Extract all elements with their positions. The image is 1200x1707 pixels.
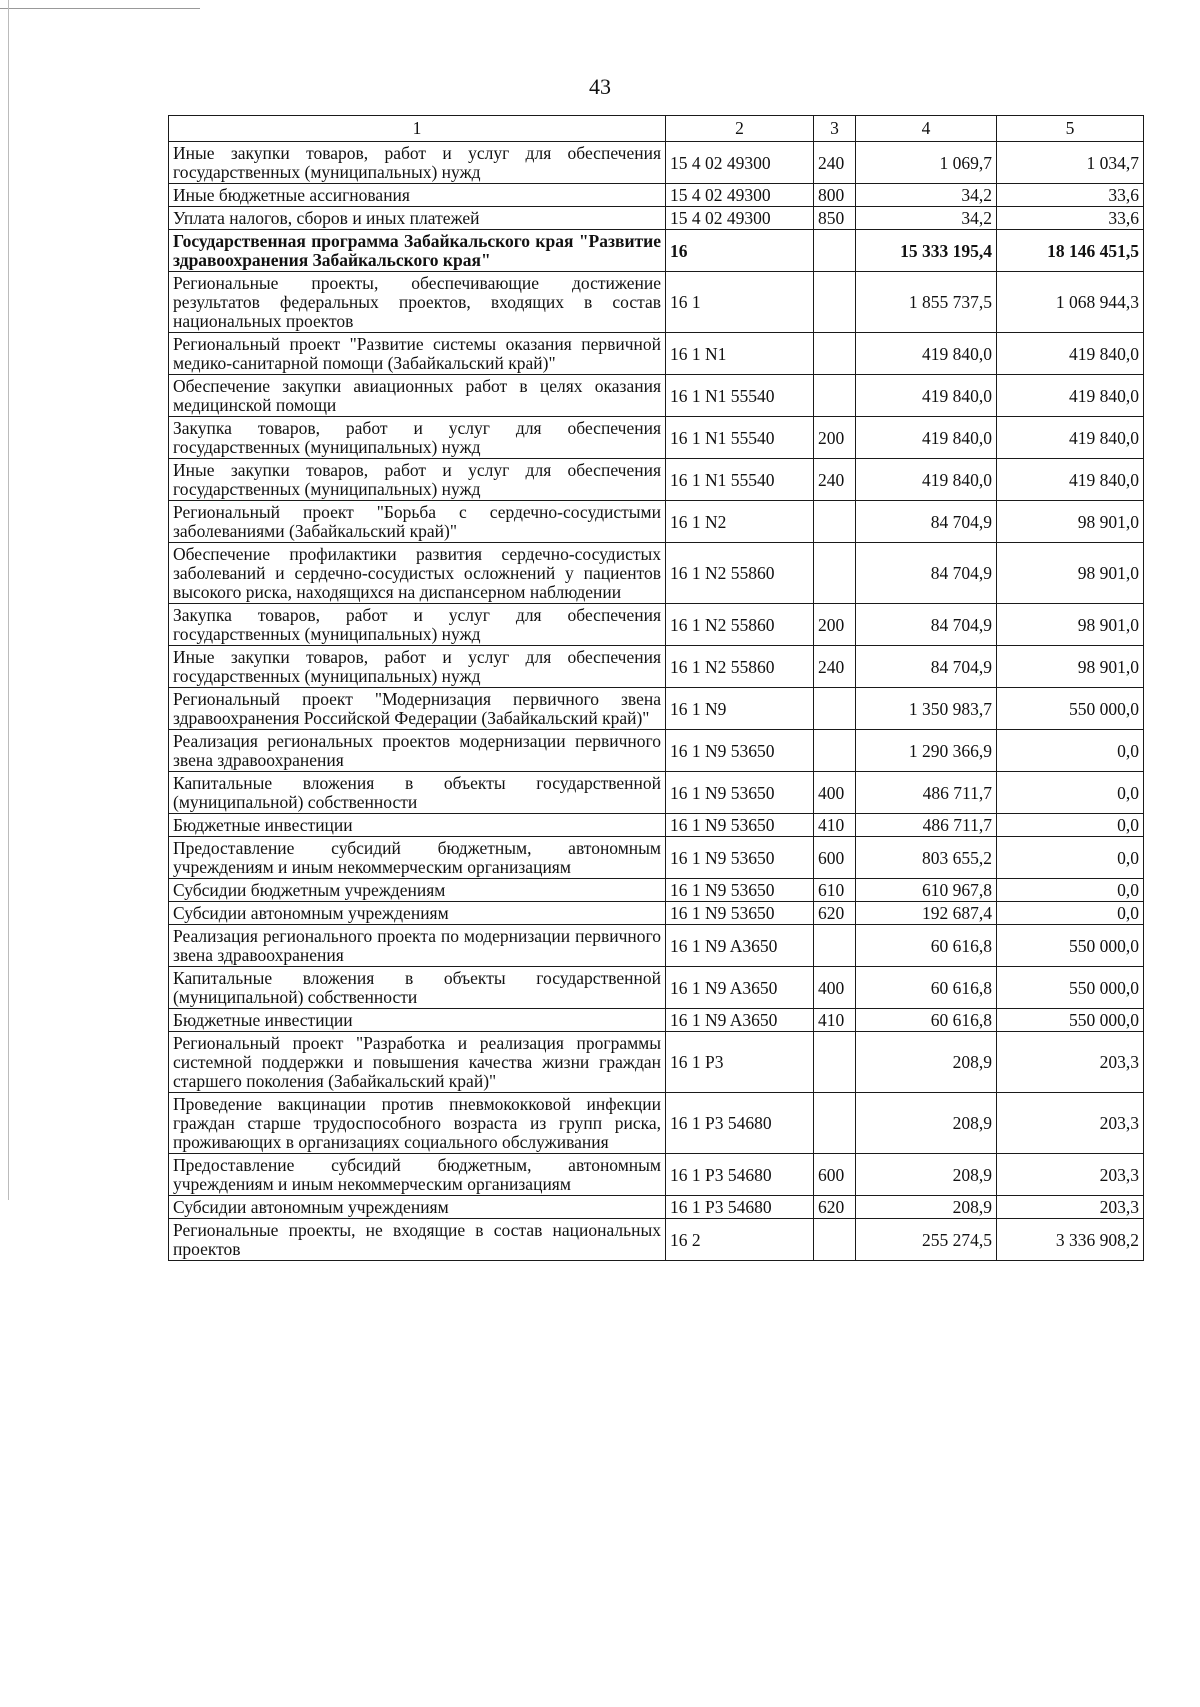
row-value-col4: 1 290 366,9 — [856, 730, 997, 772]
row-value-col5: 203,3 — [997, 1093, 1144, 1154]
row-value-col5: 0,0 — [997, 814, 1144, 837]
header-col-4: 4 — [856, 116, 997, 142]
row-type — [814, 1032, 856, 1093]
row-code: 16 1 N9 A3650 — [666, 1009, 814, 1032]
row-name: Субсидии автономным учреждениям — [169, 1196, 666, 1219]
row-name: Субсидии бюджетным учреждениям — [169, 879, 666, 902]
row-value-col4: 60 616,8 — [856, 1009, 997, 1032]
row-type: 200 — [814, 417, 856, 459]
row-code: 16 1 P3 54680 — [666, 1154, 814, 1196]
row-name: Предоставление субсидий бюджетным, автономным учреждениям и иным некоммерческим организациям — [169, 837, 666, 879]
row-type: 800 — [814, 184, 856, 207]
table-row — [169, 688, 1144, 730]
header-col-5: 5 — [997, 116, 1144, 142]
row-type: 410 — [814, 1009, 856, 1032]
row-value-col5: 3 336 908,2 — [997, 1219, 1144, 1261]
budget-table — [168, 115, 1144, 1261]
header-col-2: 2 — [666, 116, 814, 142]
row-code: 16 1 N2 55860 — [666, 646, 814, 688]
row-type: 610 — [814, 879, 856, 902]
row-code: 16 1 N9 A3650 — [666, 925, 814, 967]
row-value-col5: 98 901,0 — [997, 604, 1144, 646]
row-name: Региональный проект "Модернизация первичного звена здравоохранения Российской Федерации (Забайкальский край)" — [169, 688, 666, 730]
row-code: 16 1 — [666, 272, 814, 333]
page-number: 43 — [589, 74, 611, 99]
row-value-col4: 255 274,5 — [856, 1219, 997, 1261]
header-col-3: 3 — [814, 116, 856, 142]
row-name: Капитальные вложения в объекты государственной (муниципальной) собственности — [169, 772, 666, 814]
row-code: 16 1 N1 55540 — [666, 417, 814, 459]
row-value-col5: 0,0 — [997, 879, 1144, 902]
table-row — [169, 814, 1144, 837]
row-type — [814, 375, 856, 417]
table-row — [169, 184, 1144, 207]
row-value-col5: 98 901,0 — [997, 543, 1144, 604]
row-value-col5: 203,3 — [997, 1154, 1144, 1196]
header-col-1: 1 — [169, 116, 666, 142]
row-name: Обеспечение профилактики развития сердечно-сосудистых заболеваний и сердечно-сосудистых осложнений у пациентов высокого риска, находящихся на диспансерном наблюдении — [169, 543, 666, 604]
row-value-col4: 486 711,7 — [856, 814, 997, 837]
row-type — [814, 925, 856, 967]
row-name: Иные бюджетные ассигнования — [169, 184, 666, 207]
row-code: 16 1 P3 — [666, 1032, 814, 1093]
table-row — [169, 333, 1144, 375]
row-type — [814, 272, 856, 333]
table-row — [169, 375, 1144, 417]
row-type — [814, 501, 856, 543]
row-value-col5: 550 000,0 — [997, 925, 1144, 967]
table-row — [169, 1093, 1144, 1154]
row-value-col4: 208,9 — [856, 1093, 997, 1154]
row-value-col5: 33,6 — [997, 184, 1144, 207]
table-row — [169, 837, 1144, 879]
row-value-col4: 208,9 — [856, 1032, 997, 1093]
table-row — [169, 1009, 1144, 1032]
row-code: 16 1 N9 53650 — [666, 879, 814, 902]
row-value-col5: 550 000,0 — [997, 688, 1144, 730]
row-value-col4: 208,9 — [856, 1154, 997, 1196]
row-code: 16 1 N9 53650 — [666, 814, 814, 837]
row-value-col5: 0,0 — [997, 902, 1144, 925]
row-value-col5: 203,3 — [997, 1196, 1144, 1219]
row-type — [814, 1093, 856, 1154]
row-code: 16 1 N9 53650 — [666, 837, 814, 879]
row-name: Реализация региональных проектов модернизации первичного звена здравоохранения — [169, 730, 666, 772]
table-row — [169, 967, 1144, 1009]
row-value-col5: 33,6 — [997, 207, 1144, 230]
row-name: Бюджетные инвестиции — [169, 814, 666, 837]
row-type — [814, 730, 856, 772]
row-value-col4: 192 687,4 — [856, 902, 997, 925]
row-name: Проведение вакцинации против пневмококковой инфекции граждан старше трудоспособного возраста из групп риска, проживающих в организациях социального обслуживания — [169, 1093, 666, 1154]
table-row — [169, 646, 1144, 688]
row-value-col4: 60 616,8 — [856, 967, 997, 1009]
row-value-col4: 486 711,7 — [856, 772, 997, 814]
row-type — [814, 688, 856, 730]
table-row — [169, 879, 1144, 902]
row-name: Обеспечение закупки авиационных работ в целях оказания медицинской помощи — [169, 375, 666, 417]
row-value-col4: 15 333 195,4 — [856, 230, 997, 272]
row-code: 16 1 N9 — [666, 688, 814, 730]
row-name: Закупка товаров, работ и услуг для обеспечения государственных (муниципальных) нужд — [169, 604, 666, 646]
row-code: 16 1 N1 55540 — [666, 375, 814, 417]
table-row — [169, 459, 1144, 501]
row-value-col5: 98 901,0 — [997, 646, 1144, 688]
row-value-col4: 419 840,0 — [856, 417, 997, 459]
row-type — [814, 543, 856, 604]
row-code: 16 1 N9 53650 — [666, 772, 814, 814]
row-type: 600 — [814, 837, 856, 879]
row-name: Закупка товаров, работ и услуг для обеспечения государственных (муниципальных) нужд — [169, 417, 666, 459]
table-row — [169, 902, 1144, 925]
table-row — [169, 730, 1144, 772]
row-value-col5: 419 840,0 — [997, 459, 1144, 501]
row-type: 240 — [814, 142, 856, 184]
scan-edge-line — [0, 8, 200, 10]
row-value-col4: 34,2 — [856, 207, 997, 230]
row-type: 600 — [814, 1154, 856, 1196]
row-value-col5: 0,0 — [997, 837, 1144, 879]
row-value-col5: 0,0 — [997, 772, 1144, 814]
row-value-col4: 610 967,8 — [856, 879, 997, 902]
row-value-col4: 84 704,9 — [856, 543, 997, 604]
table-row — [169, 230, 1144, 272]
row-value-col4: 84 704,9 — [856, 646, 997, 688]
row-code: 16 1 N2 — [666, 501, 814, 543]
row-code: 15 4 02 49300 — [666, 142, 814, 184]
row-type — [814, 333, 856, 375]
row-code: 16 1 P3 54680 — [666, 1196, 814, 1219]
row-name: Региональный проект "Борьба с сердечно-сосудистыми заболеваниями (Забайкальский край)" — [169, 501, 666, 543]
row-type — [814, 1219, 856, 1261]
table-row — [169, 1196, 1144, 1219]
table-row — [169, 925, 1144, 967]
table-row — [169, 207, 1144, 230]
table-row — [169, 1032, 1144, 1093]
row-type: 400 — [814, 967, 856, 1009]
table-row — [169, 417, 1144, 459]
row-value-col4: 34,2 — [856, 184, 997, 207]
row-code: 15 4 02 49300 — [666, 184, 814, 207]
row-name: Иные закупки товаров, работ и услуг для обеспечения государственных (муниципальных) нужд — [169, 646, 666, 688]
row-name: Бюджетные инвестиции — [169, 1009, 666, 1032]
row-type — [814, 230, 856, 272]
row-value-col4: 803 655,2 — [856, 837, 997, 879]
row-value-col5: 0,0 — [997, 730, 1144, 772]
table-body — [169, 142, 1144, 1261]
row-name: Государственная программа Забайкальского края "Развитие здравоохранения Забайкальского края" — [169, 230, 666, 272]
row-value-col5: 203,3 — [997, 1032, 1144, 1093]
row-value-col4: 60 616,8 — [856, 925, 997, 967]
row-type: 620 — [814, 1196, 856, 1219]
row-name: Уплата налогов, сборов и иных платежей — [169, 207, 666, 230]
row-code: 16 1 N1 55540 — [666, 459, 814, 501]
row-value-col5: 419 840,0 — [997, 375, 1144, 417]
row-type: 850 — [814, 207, 856, 230]
row-value-col5: 550 000,0 — [997, 1009, 1144, 1032]
row-type: 620 — [814, 902, 856, 925]
scan-edge-vertical — [8, 0, 10, 1200]
row-code: 16 1 P3 54680 — [666, 1093, 814, 1154]
row-name: Предоставление субсидий бюджетным, автономным учреждениям и иным некоммерческим организациям — [169, 1154, 666, 1196]
row-value-col5: 1 068 944,3 — [997, 272, 1144, 333]
row-name: Капитальные вложения в объекты государственной (муниципальной) собственности — [169, 967, 666, 1009]
row-code: 16 2 — [666, 1219, 814, 1261]
row-value-col5: 419 840,0 — [997, 333, 1144, 375]
row-name: Субсидии автономным учреждениям — [169, 902, 666, 925]
table-row — [169, 501, 1144, 543]
row-name: Иные закупки товаров, работ и услуг для обеспечения государственных (муниципальных) нужд — [169, 459, 666, 501]
row-type: 410 — [814, 814, 856, 837]
row-code: 16 1 N1 — [666, 333, 814, 375]
row-code: 15 4 02 49300 — [666, 207, 814, 230]
row-value-col5: 18 146 451,5 — [997, 230, 1144, 272]
row-name: Региональный проект "Развитие системы оказания первичной медико-санитарной помощи (Забайкальский край)" — [169, 333, 666, 375]
row-value-col4: 419 840,0 — [856, 459, 997, 501]
table-row — [169, 272, 1144, 333]
table-row — [169, 543, 1144, 604]
row-code: 16 1 N2 55860 — [666, 543, 814, 604]
row-type: 400 — [814, 772, 856, 814]
row-type: 200 — [814, 604, 856, 646]
row-name: Региональные проекты, не входящие в состав национальных проектов — [169, 1219, 666, 1261]
row-value-col5: 419 840,0 — [997, 417, 1144, 459]
row-name: Региональный проект "Разработка и реализация программы системной поддержки и повышения качества жизни граждан старшего поколения (Забайкальский край)" — [169, 1032, 666, 1093]
row-value-col5: 550 000,0 — [997, 967, 1144, 1009]
row-name: Региональные проекты, обеспечивающие достижение результатов федеральных проектов, входящих в состав национальных проектов — [169, 272, 666, 333]
row-value-col4: 84 704,9 — [856, 604, 997, 646]
table-header-row — [169, 116, 1144, 142]
row-value-col4: 84 704,9 — [856, 501, 997, 543]
row-value-col4: 208,9 — [856, 1196, 997, 1219]
row-value-col5: 1 034,7 — [997, 142, 1144, 184]
row-name: Реализация регионального проекта по модернизации первичного звена здравоохранения — [169, 925, 666, 967]
row-name: Иные закупки товаров, работ и услуг для обеспечения государственных (муниципальных) нужд — [169, 142, 666, 184]
table-row — [169, 772, 1144, 814]
table-row — [169, 604, 1144, 646]
row-code: 16 — [666, 230, 814, 272]
row-code: 16 1 N2 55860 — [666, 604, 814, 646]
row-value-col4: 419 840,0 — [856, 375, 997, 417]
row-value-col4: 1 350 983,7 — [856, 688, 997, 730]
row-value-col4: 1 855 737,5 — [856, 272, 997, 333]
table-row — [169, 142, 1144, 184]
table-row — [169, 1154, 1144, 1196]
row-value-col5: 98 901,0 — [997, 501, 1144, 543]
row-code: 16 1 N9 53650 — [666, 730, 814, 772]
row-type: 240 — [814, 459, 856, 501]
row-value-col4: 419 840,0 — [856, 333, 997, 375]
row-code: 16 1 N9 53650 — [666, 902, 814, 925]
row-code: 16 1 N9 A3650 — [666, 967, 814, 1009]
row-type: 240 — [814, 646, 856, 688]
row-value-col4: 1 069,7 — [856, 142, 997, 184]
table-row — [169, 1219, 1144, 1261]
